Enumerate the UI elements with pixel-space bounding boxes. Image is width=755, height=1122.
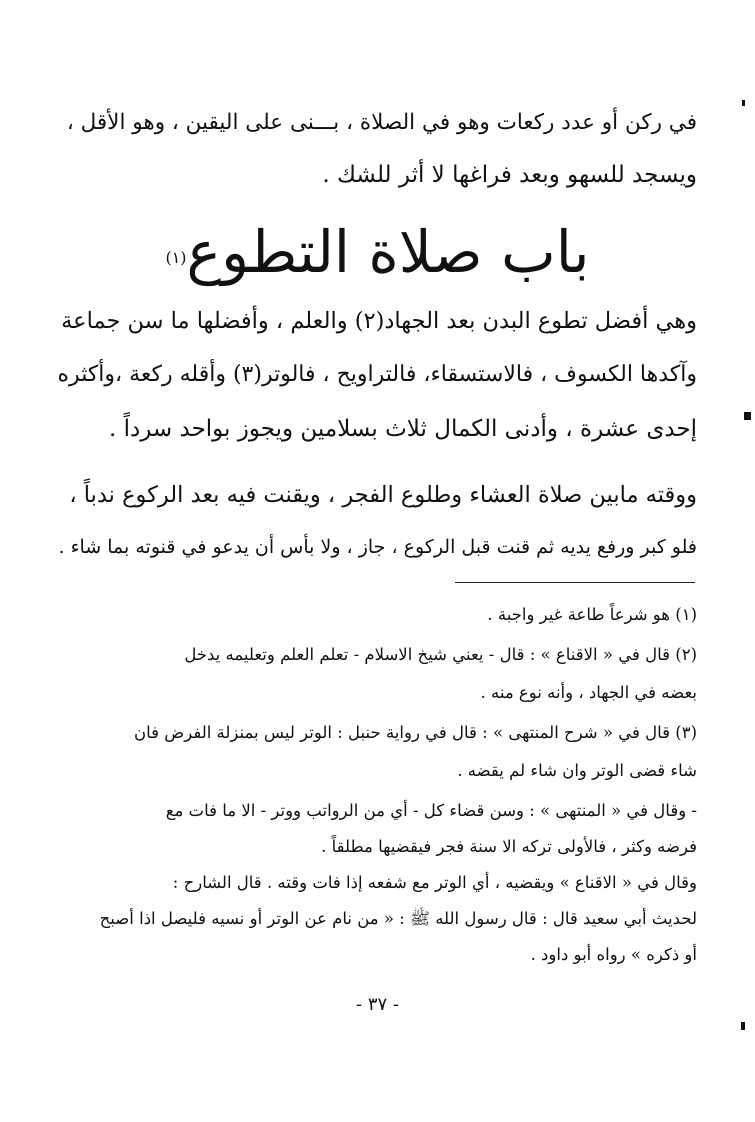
scan-mark <box>744 412 751 420</box>
text-line: في ركن أو عدد ركعات وهو في الصلاة ، بـــنى على اليقين ، وهو الأقل ، <box>66 110 697 135</box>
footnote-line: شاء قضى الوتر وان شاء لم يقضه . <box>457 761 697 780</box>
footnote-line: لحديث أبي سعيد قال : قال رسول الله ﷺ : « من نام عن الوتر أو نسيه فليصل اذا أصبح <box>99 909 697 928</box>
scan-mark <box>741 1022 745 1030</box>
footnote-line: (٢) قال في « الاقناع » : قال - يعني شيخ الاسلام - تعلم العلم وتعليمه يدخل <box>184 645 697 664</box>
scan-mark <box>742 100 745 106</box>
text-line: ووقته مابين صلاة العشاء وطلوع الفجر ، ويقنت فيه بعد الركوع ندباً ، <box>69 482 697 508</box>
footnote-line: فرضه وكثر ، فالأولى تركه الا سنة فجر فيقضيها مطلقاً . <box>321 837 697 856</box>
footnote-line: (٣) قال في « شرح المنتهى » : قال في رواية حنبل : الوتر ليس بمنزلة الفرض فان <box>134 723 697 742</box>
text-line: ويسجد للسهو وبعد فراغها لا أثر للشك . <box>322 162 697 188</box>
text-line: وآكدها الكسوف ، فالاستسقاء، فالتراويح ، فالوتر(٣) وأقله ركعة ،وأكثره <box>57 362 697 387</box>
chapter-title-text: باب صلاة التطوع <box>186 218 590 286</box>
text-line: فلو كبر ورفع يديه ثم قنت قبل الركوع ، جاز ، ولا بأس أن يدعو في قنوته بما شاء . <box>58 536 697 558</box>
text-line: إحدى عشرة ، وأدنى الكمال ثلاث بسلامين ويجوز بواحد سرداً . <box>108 416 697 442</box>
footnote-ref: (١) <box>165 248 187 267</box>
page-number: - ٣٧ - <box>356 994 399 1015</box>
chapter-title <box>0 212 755 292</box>
footnote-line: بعضه في الجهاد ، وأنه نوع منه . <box>480 683 697 702</box>
footnote-line: (١) هو شرعاً طاعة غير واجبة . <box>487 605 697 624</box>
text-line: وهي أفضل تطوع البدن بعد الجهاد(٢) والعلم ، وأفضلها ما سن جماعة <box>61 308 697 334</box>
footnote-line: وقال في « الاقناع » ويقضيه ، أي الوتر مع شفعه إذا فات وقته . قال الشارح : <box>172 873 697 892</box>
footnote-line: - وقال في « المنتهى » : وسن قضاء كل - أي من الرواتب ووتر - الا ما فات مع <box>165 801 697 820</box>
footnote-line: أو ذكره » رواه أبو داود . <box>530 945 697 964</box>
footnote-divider <box>455 582 695 583</box>
